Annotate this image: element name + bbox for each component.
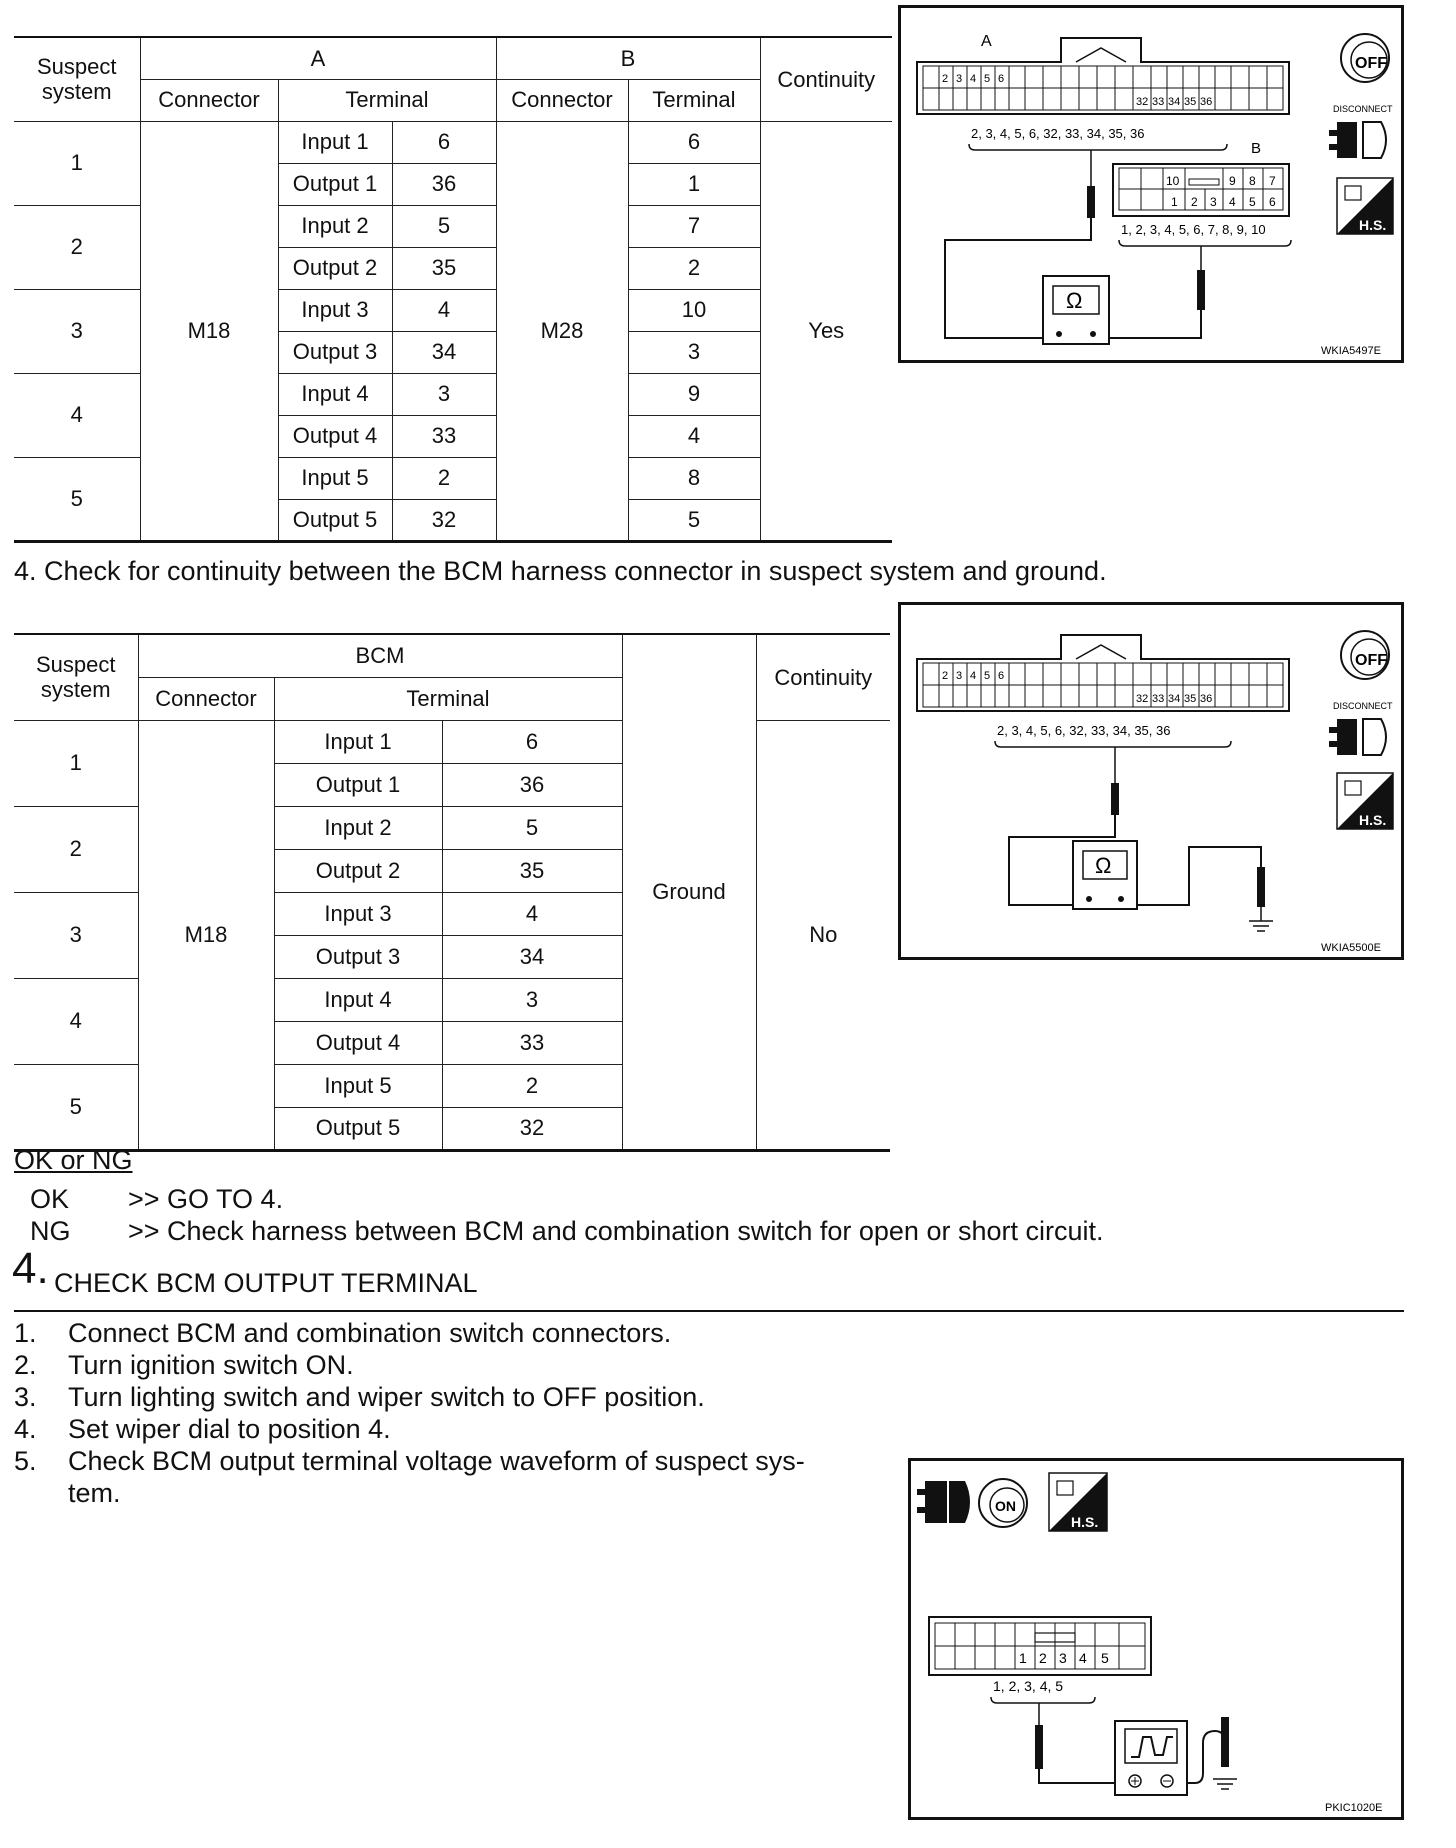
pin-label: 2 [1191, 195, 1198, 209]
terminal-label: Input 4 [274, 978, 442, 1021]
terminal-a: 4 [392, 289, 496, 331]
header-continuity: Continuity [760, 37, 892, 121]
ground-symbol [1249, 921, 1273, 931]
pin-label: 36 [1200, 693, 1213, 705]
pin-label: 34 [1168, 96, 1181, 108]
terminal-label: Output 4 [274, 1021, 442, 1064]
terminal-a: 3 [392, 373, 496, 415]
terminal-label: Input 2 [278, 205, 392, 247]
header-suspect-system: Suspect system [14, 634, 138, 720]
figure-code: WKIA5497E [1321, 345, 1381, 357]
system-cell: 4 [14, 978, 138, 1064]
pin-label: 8 [1249, 174, 1256, 188]
pin-label: 4 [970, 670, 977, 682]
connector-b-label: B [1251, 140, 1262, 157]
ohm-symbol: Ω [1095, 853, 1112, 878]
terminal-number: 2 [442, 1064, 622, 1107]
system-cell: 2 [14, 205, 140, 289]
terminal-a: 35 [392, 247, 496, 289]
terminal-label: Input 1 [278, 121, 392, 163]
terminal-label: Input 3 [278, 289, 392, 331]
ng-result: >> Check harness between BCM and combination switch for open or short circuit. [128, 1216, 1104, 1246]
terminal-b: 2 [628, 247, 760, 289]
terminal-b: 3 [628, 331, 760, 373]
header-bcm: BCM [138, 634, 622, 677]
terminal-b: 5 [628, 499, 760, 541]
terminal-b: 4 [628, 415, 760, 457]
connector-a-caption: 2, 3, 4, 5, 6, 32, 33, 34, 35, 36 [971, 126, 1145, 141]
pin-label: 3 [1210, 195, 1217, 209]
step-text: Set wiper dial to position 4. [68, 1414, 391, 1444]
step-number: 4. [14, 1414, 37, 1444]
ok-result: >> GO TO 4. [128, 1184, 284, 1214]
step-number: 3. [14, 1382, 37, 1412]
svg-text:ON: ON [995, 1498, 1016, 1514]
ng-label: NG [30, 1216, 71, 1246]
pin-label: 1 [1171, 195, 1178, 209]
terminal-number: 6 [442, 720, 622, 763]
header-a: A [140, 37, 496, 79]
terminal-label: Output 5 [278, 499, 392, 541]
step-number: 1. [14, 1318, 37, 1348]
pin-label: 1 [1019, 1650, 1027, 1666]
terminal-number: 35 [442, 849, 622, 892]
system-cell: 4 [14, 373, 140, 457]
step-text: Turn ignition switch ON. [68, 1350, 354, 1380]
system-cell: 1 [14, 720, 138, 806]
pin-label: 4 [970, 73, 977, 85]
connector-b-caption: 1, 2, 3, 4, 5, 6, 7, 8, 9, 10 [1121, 222, 1266, 237]
connector-caption: 2, 3, 4, 5, 6, 32, 33, 34, 35, 36 [997, 723, 1171, 738]
connector-b-cell: M28 [496, 121, 628, 541]
section-number: 4. [12, 1244, 49, 1293]
continuity-table-ab [14, 36, 892, 543]
pin-label: 6 [998, 73, 1005, 85]
pin-label: 34 [1168, 693, 1181, 705]
connector-diagram-ab [898, 5, 1404, 363]
terminal-a: 5 [392, 205, 496, 247]
pin-label: 9 [1229, 174, 1236, 188]
pin-label: 36 [1200, 96, 1213, 108]
step-text: Check BCM output terminal voltage waveform of suspect sys- [68, 1446, 805, 1476]
terminal-label: Output 2 [274, 849, 442, 892]
terminal-a: 6 [392, 121, 496, 163]
harness-service-icon [1337, 178, 1393, 234]
pin-label: 3 [956, 670, 963, 682]
terminal-number: 36 [442, 763, 622, 806]
connect-icon [917, 1481, 970, 1523]
step-4-ground-check: 4. Check for continuity between the BCM harness connector in suspect system and ground. [14, 556, 1107, 586]
ok-or-ng-heading: OK or NG [14, 1145, 133, 1175]
header-suspect-system: Suspect system [14, 37, 140, 121]
ignition-on-icon [979, 1479, 1027, 1527]
pin-label: 33 [1152, 96, 1165, 108]
system-cell: 3 [14, 892, 138, 978]
connector-a-label: A [981, 33, 992, 50]
harness-service-icon [1337, 773, 1393, 829]
header-continuity: Continuity [756, 634, 890, 720]
system-cell: 2 [14, 806, 138, 892]
disconnect-label: DISCONNECT [1333, 701, 1393, 711]
terminal-label: Input 5 [278, 457, 392, 499]
header-connector-b: Connector [496, 79, 628, 121]
section-divider [14, 1310, 1404, 1312]
pin-label: 3 [1059, 1650, 1067, 1666]
terminal-a: 33 [392, 415, 496, 457]
ohm-symbol: Ω [1066, 288, 1083, 313]
terminal-number: 32 [442, 1107, 622, 1150]
ignition-off-icon [1341, 34, 1389, 82]
pin-label: 2 [942, 670, 949, 682]
pin-label: 2 [1039, 1650, 1047, 1666]
ground-cell: Ground [622, 634, 756, 1150]
header-connector-a: Connector [140, 79, 278, 121]
terminal-label: Input 2 [274, 806, 442, 849]
terminal-b: 6 [628, 121, 760, 163]
pin-label: 5 [984, 73, 991, 85]
terminal-a: 2 [392, 457, 496, 499]
terminal-b: 10 [628, 289, 760, 331]
connector-cell: M18 [138, 720, 274, 1150]
header-terminal-a: Terminal [278, 79, 496, 121]
continuity-table-ground [14, 633, 890, 1152]
pin-label: 10 [1166, 174, 1180, 188]
connector-ground-diagram-svg [901, 605, 1401, 957]
svg-text:OFF: OFF [1355, 652, 1387, 669]
svg-text:H.S.: H.S. [1359, 812, 1387, 828]
terminal-a: 32 [392, 499, 496, 541]
system-cell: 5 [14, 457, 140, 541]
terminal-b: 7 [628, 205, 760, 247]
svg-text:OFF: OFF [1355, 55, 1387, 72]
pin-label: 32 [1136, 96, 1149, 108]
terminal-label: Input 5 [274, 1064, 442, 1107]
terminal-number: 4 [442, 892, 622, 935]
continuity-cell: No [756, 720, 890, 1150]
terminal-a: 34 [392, 331, 496, 373]
terminal-number: 33 [442, 1021, 622, 1064]
terminal-label: Output 5 [274, 1107, 442, 1150]
pin-label: 35 [1184, 96, 1197, 108]
disconnect-icon [1329, 122, 1386, 158]
figure-code: WKIA5500E [1321, 942, 1381, 954]
oscilloscope-diagram [908, 1458, 1404, 1820]
terminal-number: 3 [442, 978, 622, 1021]
oscilloscope-icon [1115, 1721, 1187, 1795]
step-text: tem. [68, 1478, 121, 1508]
system-cell: 1 [14, 121, 140, 205]
step-text: Connect BCM and combination switch connectors. [68, 1318, 672, 1348]
pin-label: 4 [1229, 195, 1236, 209]
terminal-a: 36 [392, 163, 496, 205]
terminal-b: 9 [628, 373, 760, 415]
terminal-b: 8 [628, 457, 760, 499]
terminal-label: Output 1 [274, 763, 442, 806]
pin-label: 4 [1079, 1650, 1087, 1666]
pin-label: 35 [1184, 693, 1197, 705]
terminal-label: Output 1 [278, 163, 392, 205]
svg-text:H.S.: H.S. [1359, 217, 1387, 233]
connector-a-cell: M18 [140, 121, 278, 541]
pin-label: 3 [956, 73, 963, 85]
ignition-off-icon [1341, 631, 1389, 679]
terminal-number: 5 [442, 806, 622, 849]
ok-label: OK [30, 1184, 70, 1214]
step-number: 2. [14, 1350, 37, 1380]
system-cell: 5 [14, 1064, 138, 1150]
oscilloscope-diagram-svg [911, 1461, 1401, 1817]
connector-ground-diagram [898, 602, 1404, 960]
terminal-label: Input 3 [274, 892, 442, 935]
pin-label: 33 [1152, 693, 1165, 705]
pin-label: 7 [1269, 174, 1276, 188]
connector-diagram-ab-svg [901, 8, 1401, 360]
terminal-label: Output 3 [278, 331, 392, 373]
disconnect-icon [1329, 719, 1386, 755]
header-terminal: Terminal [274, 677, 622, 720]
figure-code: PKIC1020E [1325, 1802, 1383, 1814]
connector-caption: 1, 2, 3, 4, 5 [993, 1678, 1064, 1694]
pin-label: 6 [998, 670, 1005, 682]
pin-label: 5 [984, 670, 991, 682]
ground-symbol [1213, 1779, 1237, 1789]
step-number: 5. [14, 1446, 37, 1476]
pin-label: 5 [1249, 195, 1256, 209]
pin-label: 6 [1269, 195, 1276, 209]
svg-text:H.S.: H.S. [1071, 1514, 1099, 1530]
terminal-label: Input 1 [274, 720, 442, 763]
terminal-label: Input 4 [278, 373, 392, 415]
disconnect-label: DISCONNECT [1333, 104, 1393, 114]
pin-label: 5 [1101, 1650, 1109, 1666]
system-cell: 3 [14, 289, 140, 373]
terminal-label: Output 4 [278, 415, 392, 457]
step-text: Turn lighting switch and wiper switch to OFF position. [68, 1382, 705, 1412]
terminal-label: Output 2 [278, 247, 392, 289]
pin-label: 2 [942, 73, 949, 85]
header-connector: Connector [138, 677, 274, 720]
harness-service-icon [1049, 1473, 1107, 1531]
header-terminal-b: Terminal [628, 79, 760, 121]
header-b: B [496, 37, 760, 79]
terminal-number: 34 [442, 935, 622, 978]
terminal-b: 1 [628, 163, 760, 205]
pin-label: 32 [1136, 693, 1149, 705]
section-title: CHECK BCM OUTPUT TERMINAL [54, 1268, 478, 1298]
continuity-cell: Yes [760, 121, 892, 541]
terminal-label: Output 3 [274, 935, 442, 978]
